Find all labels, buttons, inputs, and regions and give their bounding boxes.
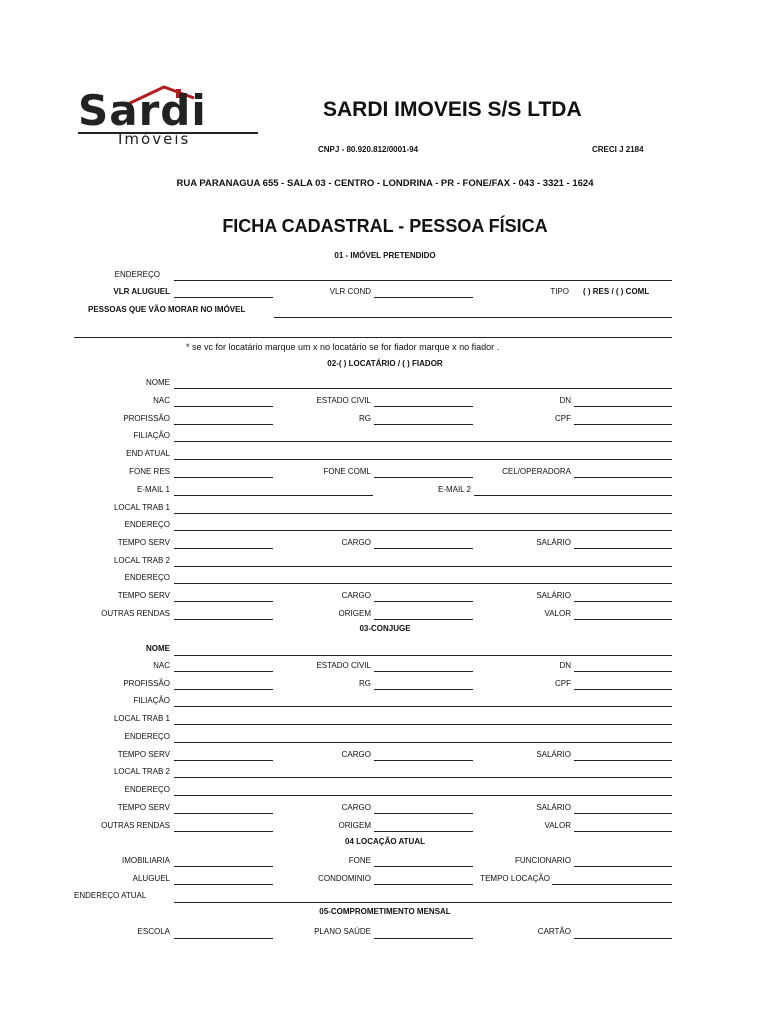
label-local-trab1: LOCAL TRAB 1: [113, 503, 170, 512]
label-plano-saude: PLANO SAÚDE: [314, 927, 371, 936]
label-email2: E-MAIL 2: [437, 485, 471, 494]
input-conj-cargo2[interactable]: [374, 813, 473, 814]
input-conj-salario2[interactable]: [574, 813, 672, 814]
input-conj-endereco2[interactable]: [174, 795, 672, 796]
logo-wordmark: Sardi: [78, 86, 207, 135]
company-name: SARDI IMOVEIS S/S LTDA: [323, 98, 582, 121]
input-endereco1[interactable]: [174, 530, 672, 531]
label-dn: DN: [559, 396, 571, 405]
label-nac: NAC: [153, 396, 170, 405]
label-conj-endereco1: ENDEREÇO: [124, 732, 170, 741]
label-escola: ESCOLA: [137, 927, 170, 936]
label-endereco-atual: ENDEREÇO ATUAL: [74, 891, 147, 900]
input-conj-salario1[interactable]: [574, 760, 672, 761]
label-condominio: CONDOMINIO: [318, 874, 371, 883]
input-tempo-serv2[interactable]: [174, 601, 273, 602]
section-04-title: 04 LOCAÇÃO ATUAL: [345, 837, 425, 846]
input-email1[interactable]: [174, 495, 373, 496]
label-conj-endereco2: ENDEREÇO: [124, 785, 170, 794]
input-conj-outras-rendas[interactable]: [174, 831, 273, 832]
input-cargo2[interactable]: [374, 601, 473, 602]
label-conj-origem: ORIGEM: [338, 821, 371, 830]
label-conj-rg: RG: [359, 679, 371, 688]
input-vlr-aluguel[interactable]: [174, 297, 273, 298]
label-cel: CEL/OPERADORA: [502, 467, 571, 476]
input-conj-valor[interactable]: [574, 831, 672, 832]
label-tempo-serv1: TEMPO SERV: [117, 538, 170, 547]
input-email2[interactable]: [474, 495, 672, 496]
label-conj-estado-civil: ESTADO CIVIL: [316, 661, 371, 670]
label-conj-valor: VALOR: [544, 821, 571, 830]
label-conj-nome: NOME: [146, 644, 170, 653]
label-tempo-serv2: TEMPO SERV: [117, 591, 170, 600]
input-dn[interactable]: [574, 406, 672, 407]
label-fone-res: FONE RES: [129, 467, 170, 476]
input-aluguel[interactable]: [174, 884, 273, 885]
company-logo: [74, 84, 264, 154]
label-conj-cpf: CPF: [555, 679, 571, 688]
input-conj-filiacao[interactable]: [174, 706, 672, 707]
label-fone: FONE: [348, 856, 371, 865]
label-rg: RG: [359, 414, 371, 423]
label-vlr-cond: VLR COND: [329, 287, 371, 296]
label-vlr-aluguel: VLR ALUGUEL: [113, 287, 170, 296]
label-conj-filiacao: FILIAÇÃO: [133, 696, 170, 705]
label-nome: NOME: [146, 378, 170, 387]
label-valor: VALOR: [544, 609, 571, 618]
label-email1: E-MAIL 1: [136, 485, 170, 494]
input-local-trab2[interactable]: [174, 566, 672, 567]
input-conj-local-trab2[interactable]: [174, 777, 672, 778]
fiador-note: * se vc for locatário marque um x no locatário se for fiador marque x no fiador .: [186, 342, 500, 352]
label-funcionario: FUNCIONARIO: [515, 856, 571, 865]
label-filiacao: FILIAÇÃO: [133, 431, 170, 440]
label-conj-tempo-serv2: TEMPO SERV: [117, 803, 170, 812]
section-01-title: 01 - IMÓVEL PRETENDIDO: [334, 251, 436, 260]
input-valor[interactable]: [574, 619, 672, 620]
input-endereco2[interactable]: [174, 583, 672, 584]
label-profissao: PROFISSÃO: [123, 414, 170, 423]
label-conj-salario1: SALÁRIO: [536, 750, 571, 759]
input-escola[interactable]: [174, 938, 273, 939]
label-pessoas: PESSOAS QUE VÃO MORAR NO IMÓVEL: [88, 305, 246, 314]
label-outras-rendas: OUTRAS RENDAS: [101, 609, 170, 618]
label-fone-coml: FONE COML: [323, 467, 371, 476]
input-conj-cargo1[interactable]: [374, 760, 473, 761]
label-tempo-locacao: TEMPO LOCAÇÃO: [480, 874, 550, 883]
input-conj-tempo-serv1[interactable]: [174, 760, 273, 761]
input-filiacao[interactable]: [174, 441, 672, 442]
label-conj-nac: NAC: [153, 661, 170, 670]
label-endereco: ENDEREÇO: [114, 270, 160, 279]
label-cargo2: CARGO: [341, 591, 371, 600]
input-conj-profissao[interactable]: [174, 689, 273, 690]
input-fone-res[interactable]: [174, 477, 273, 478]
label-endereco2: ENDEREÇO: [124, 573, 170, 582]
input-salario1[interactable]: [574, 548, 672, 549]
label-tipo: TIPO: [550, 287, 569, 296]
tipo-options[interactable]: ( ) RES / ( ) COML: [583, 287, 650, 296]
label-conj-dn: DN: [559, 661, 571, 670]
input-pessoas-line2[interactable]: [74, 337, 672, 338]
label-estado-civil: ESTADO CIVIL: [316, 396, 371, 405]
input-tempo-locacao[interactable]: [552, 884, 672, 885]
label-conj-tempo-serv1: TEMPO SERV: [117, 750, 170, 759]
input-imobiliaria[interactable]: [174, 866, 273, 867]
input-salario2[interactable]: [574, 601, 672, 602]
label-conj-local-trab2: LOCAL TRAB 2: [113, 767, 170, 776]
input-endereco[interactable]: [174, 280, 672, 281]
label-conj-outras-rendas: OUTRAS RENDAS: [101, 821, 170, 830]
input-plano-saude[interactable]: [374, 938, 473, 939]
label-conj-profissao: PROFISSÃO: [123, 679, 170, 688]
label-conj-local-trab1: LOCAL TRAB 1: [113, 714, 170, 723]
input-estado-civil[interactable]: [374, 406, 473, 407]
label-conj-cargo2: CARGO: [341, 803, 371, 812]
input-end-atual[interactable]: [174, 459, 672, 460]
input-funcionario[interactable]: [574, 866, 672, 867]
input-pessoas[interactable]: [274, 317, 672, 318]
label-endereco1: ENDEREÇO: [124, 520, 170, 529]
input-local-trab1[interactable]: [174, 513, 672, 514]
input-conj-local-trab1[interactable]: [174, 724, 672, 725]
label-imobiliaria: IMOBILIARIA: [121, 856, 170, 865]
input-cartao[interactable]: [574, 938, 672, 939]
input-profissao[interactable]: [174, 424, 273, 425]
label-local-trab2: LOCAL TRAB 2: [113, 556, 170, 565]
input-condominio[interactable]: [374, 884, 473, 885]
input-cpf[interactable]: [574, 424, 672, 425]
input-conj-origem[interactable]: [374, 831, 473, 832]
input-conj-cpf[interactable]: [574, 689, 672, 690]
input-tempo-serv1[interactable]: [174, 548, 273, 549]
input-endereco-atual[interactable]: [174, 902, 672, 903]
input-nome[interactable]: [174, 388, 672, 389]
input-cel[interactable]: [574, 477, 672, 478]
label-origem: ORIGEM: [338, 609, 371, 618]
input-nac[interactable]: [174, 406, 273, 407]
label-conj-salario2: SALÁRIO: [536, 803, 571, 812]
address-line: RUA PARANAGUA 655 - SALA 03 - CENTRO - LONDRINA - PR - FONE/FAX - 043 - 3321 - 1624: [176, 178, 594, 189]
input-fone[interactable]: [374, 866, 473, 867]
input-fone-coml[interactable]: [374, 477, 473, 478]
label-cartao: CARTÃO: [537, 927, 571, 936]
input-outras-rendas[interactable]: [174, 619, 273, 620]
label-salario1: SALÁRIO: [536, 538, 571, 547]
input-conj-tempo-serv2[interactable]: [174, 813, 273, 814]
input-origem[interactable]: [374, 619, 473, 620]
section-03-title: 03-CONJUGE: [359, 624, 411, 633]
label-conj-cargo1: CARGO: [341, 750, 371, 759]
input-conj-rg[interactable]: [374, 689, 473, 690]
logo-subtitle: Imóveis: [118, 130, 191, 148]
input-conj-nome[interactable]: [174, 655, 672, 656]
input-conj-dn[interactable]: [574, 671, 672, 672]
input-vlr-cond[interactable]: [374, 297, 473, 298]
label-aluguel: ALUGUEL: [132, 874, 170, 883]
creci: CRECI J 2184: [592, 145, 644, 154]
cnpj: CNPJ - 80.920.812/0001-94: [318, 145, 419, 154]
label-end-atual: END ATUAL: [126, 449, 170, 458]
input-rg[interactable]: [374, 424, 473, 425]
label-salario2: SALÁRIO: [536, 591, 571, 600]
section-02-title: 02-( ) LOCATÁRIO / ( ) FIADOR: [327, 359, 443, 368]
label-cargo1: CARGO: [341, 538, 371, 547]
input-conj-nac[interactable]: [174, 671, 273, 672]
input-conj-endereco1[interactable]: [174, 742, 672, 743]
section-05-title: 05-COMPROMETIMENTO MENSAL: [319, 907, 451, 916]
form-title: FICHA CADASTRAL - PESSOA FÍSICA: [222, 216, 548, 236]
input-cargo1[interactable]: [374, 548, 473, 549]
label-cpf: CPF: [555, 414, 571, 423]
input-conj-estado-civil[interactable]: [374, 671, 473, 672]
